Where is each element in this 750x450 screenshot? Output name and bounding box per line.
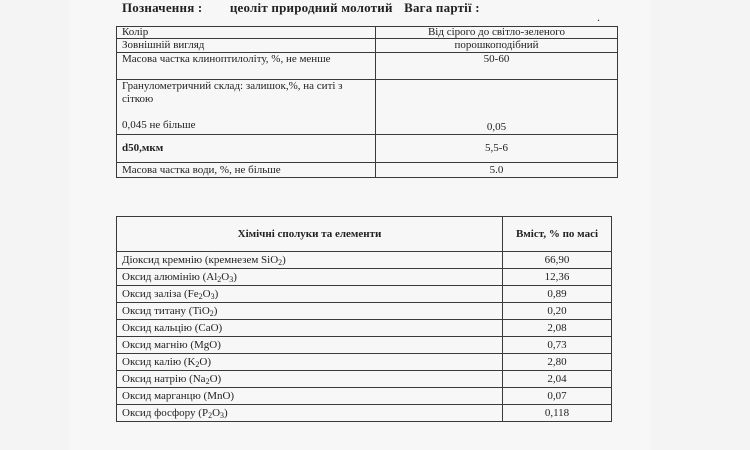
compound-name-part: Оксид титану (TiO <box>122 305 210 317</box>
property-value: 5,5-6 <box>376 135 618 163</box>
table-row <box>117 39 618 53</box>
compound-name-part: 2 <box>278 258 283 267</box>
compound-value: 0,118 <box>503 405 612 422</box>
compound-value: 0,07 <box>503 388 612 405</box>
compound-name-part: 3 <box>220 411 225 420</box>
compound-value: 2,04 <box>503 371 612 388</box>
compound-value: 0,20 <box>503 303 612 320</box>
table-row <box>117 388 612 405</box>
compound-name-part: Оксид кальцію (CaO) <box>122 322 223 334</box>
property-value: порошкоподібний <box>376 39 618 53</box>
compound-value: 2,80 <box>503 354 612 371</box>
table-row <box>117 354 612 371</box>
compound-name-part: Оксид натрію (Na <box>122 373 206 385</box>
product-name: цеоліт природний молотий <box>229 0 393 15</box>
table-row <box>117 320 612 337</box>
table-row <box>117 80 618 135</box>
compound-name-part: O <box>202 288 211 300</box>
compound-name-part: O) <box>209 373 222 385</box>
property-value: 50-60 <box>376 53 618 80</box>
compound-name-part: O) <box>199 356 212 368</box>
compound-name <box>117 354 503 371</box>
compound-name-part: ) <box>233 271 237 283</box>
compound-name-part: 3 <box>229 275 234 284</box>
compound-name-part: Оксид алюмінію (Al <box>122 271 218 283</box>
table-row <box>117 286 612 303</box>
properties-table <box>116 26 618 178</box>
compound-name <box>117 337 503 354</box>
compound-name <box>117 303 503 320</box>
property-name: Масова частка води, %, не більше <box>117 163 376 178</box>
table-row <box>117 163 618 178</box>
property-name: Масова частка клиноптилоліту, %, не менше <box>117 53 376 80</box>
compound-name <box>117 388 503 405</box>
compound-name-part: Оксид калію (K <box>122 356 196 368</box>
chemical-composition-table <box>116 216 612 422</box>
compound-name-part: 2 <box>209 309 214 318</box>
compound-name-part: Оксид магнію (MgO) <box>122 339 221 351</box>
table-row <box>117 53 618 80</box>
compound-name-part: ) <box>213 305 218 317</box>
property-subname: 0,045 не більше <box>122 119 196 131</box>
table-row <box>117 27 618 39</box>
compound-value: 12,36 <box>503 269 612 286</box>
compound-name-part: Оксид фосфору (P <box>122 407 209 419</box>
table-row <box>117 269 612 286</box>
compound-name <box>117 286 503 303</box>
table-row <box>117 135 618 163</box>
table-header-row <box>117 217 612 252</box>
property-name: Колір <box>117 27 376 39</box>
compound-value: 2,08 <box>503 320 612 337</box>
property-cell <box>117 80 376 135</box>
property-value: 5.0 <box>376 163 618 178</box>
column-header-content: Вміст, % по масі <box>503 217 612 252</box>
compound-name <box>117 269 503 286</box>
compound-name-part: ) <box>282 254 286 266</box>
compound-value: 0,73 <box>503 337 612 354</box>
table-row <box>117 371 612 388</box>
compound-value: 0,89 <box>503 286 612 303</box>
batch-weight-label: Вага партії : <box>404 0 480 15</box>
compound-name-part: ) <box>214 288 219 300</box>
table-row <box>117 252 612 269</box>
document-header <box>122 0 642 16</box>
table-row <box>117 337 612 354</box>
compound-name-part: 2 <box>195 360 200 369</box>
compound-name-part: 2 <box>198 292 203 301</box>
compound-name-part: Оксид заліза (Fe <box>122 288 199 300</box>
compound-name <box>117 252 503 269</box>
compound-name <box>117 320 503 337</box>
property-name: Зовнішній вигляд <box>117 39 376 53</box>
column-header-compound: Хімічні сполуки та елементи <box>117 217 503 252</box>
property-name: d50,мкм <box>117 135 376 163</box>
property-name: Гранулометричний склад: залишок,%, на ситі з сіткою <box>122 80 343 105</box>
designation-label: Позначення : <box>122 0 203 15</box>
table-row <box>117 303 612 320</box>
compound-name-part: 3 <box>210 292 215 301</box>
header-dot: . <box>597 10 600 24</box>
property-value: 0,05 <box>376 80 618 135</box>
compound-name-part: 2 <box>205 377 210 386</box>
compound-name-part: O <box>212 407 221 419</box>
table-row <box>117 405 612 422</box>
compound-name-part: ) <box>224 407 228 419</box>
compound-name <box>117 371 503 388</box>
compound-name-part: 2 <box>217 275 222 284</box>
chemical-rows <box>117 252 612 422</box>
compound-value: 66,90 <box>503 252 612 269</box>
compound-name-part: Оксид марганцю (MnO) <box>122 390 235 402</box>
compound-name-part: 2 <box>208 411 213 420</box>
compound-name-part: Діоксид кремнію (кремнезем SiO <box>122 254 279 266</box>
property-value: Від сірого до світло-зеленого <box>376 27 618 39</box>
compound-name <box>117 405 503 422</box>
compound-name-part: O <box>221 271 230 283</box>
